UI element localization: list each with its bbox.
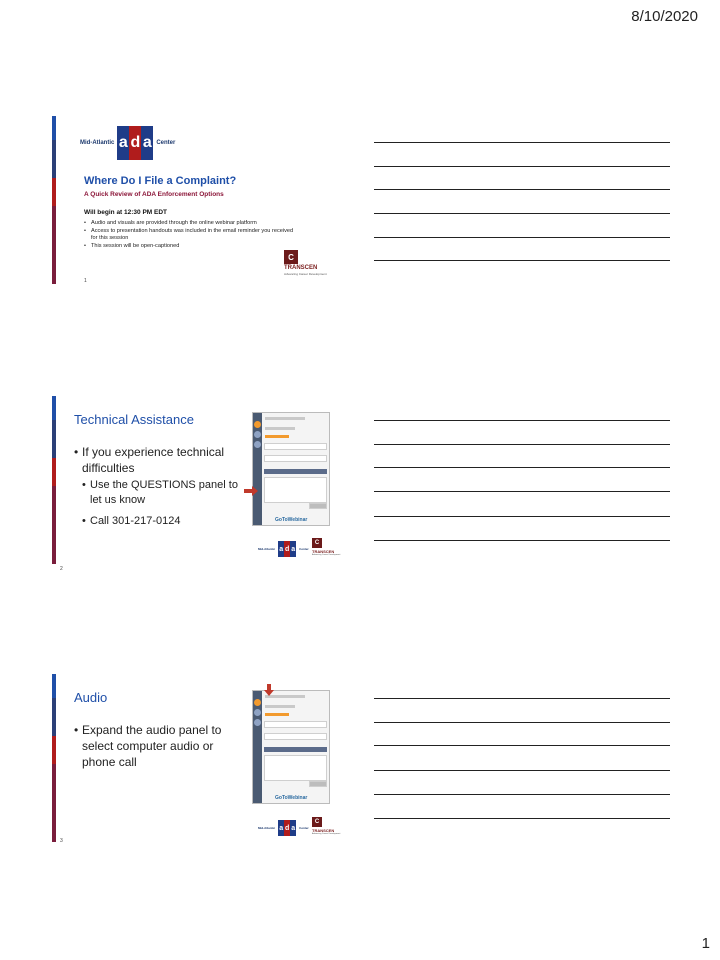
note-line	[374, 260, 670, 261]
slide-2-bullets	[74, 444, 232, 476]
slide-1-bullets	[84, 220, 296, 250]
transcen-mark: C	[312, 538, 322, 548]
logo-letter-a: a	[290, 820, 296, 836]
panel-row	[265, 435, 289, 438]
panel-row	[265, 705, 295, 708]
list-item: • If you experience technical difficulties	[74, 445, 225, 475]
panel-questions-header	[264, 747, 327, 752]
note-line	[374, 491, 670, 492]
transcen-tagline: Advancing Career Development	[284, 272, 327, 276]
list-item: • Expand the audio panel to select computer audio or phone call	[74, 723, 222, 769]
slide-number: 2	[60, 566, 63, 572]
note-line	[374, 722, 670, 723]
page-date: 8/10/2020	[631, 8, 698, 25]
note-line	[374, 142, 670, 143]
arrow-down-icon	[264, 684, 274, 696]
transcen-tagline: Advancing Career Development	[312, 833, 341, 835]
slide-1-heading: Will begin at 12:30 PM EDT	[84, 209, 168, 216]
panel-sidebar	[253, 413, 262, 525]
ada-center-logo	[80, 126, 175, 160]
webinar-panel-screenshot	[252, 412, 330, 526]
arrow-right-icon	[244, 486, 258, 496]
transcen-name: TRANSCEN	[312, 549, 335, 554]
note-line	[374, 420, 670, 421]
panel-dot	[254, 431, 261, 438]
page-number: 1	[701, 935, 710, 952]
transcen-name: TRANSCEN	[312, 828, 335, 833]
transcen-tagline: Advancing Career Development	[312, 554, 341, 556]
logo-letter-a: a	[117, 126, 129, 160]
panel-brand: GoToWebinar	[275, 517, 308, 523]
transcen-mark: C	[284, 250, 298, 264]
slide-color-bar	[52, 396, 56, 564]
list-item: • Use the QUESTIONS panel to let us know	[82, 479, 238, 506]
logo-right-text: Center	[299, 826, 309, 830]
panel-brand: GoToWebinar	[275, 795, 308, 801]
notes-lines-3	[374, 674, 670, 824]
panel-field	[264, 443, 327, 450]
panel-questions-box	[264, 477, 327, 503]
logo-letter-a: a	[141, 126, 153, 160]
slide-3	[52, 674, 340, 842]
slide-3-bullets	[74, 722, 240, 770]
note-line	[374, 745, 670, 746]
note-line	[374, 770, 670, 771]
slide-1-subtitle: A Quick Review of ADA Enforcement Options	[84, 191, 224, 198]
list-item: • Access to presentation handouts was included in the email reminder you received for this session	[84, 227, 294, 241]
notes-lines-2	[374, 396, 670, 546]
panel-dot	[254, 719, 261, 726]
logo-letter-a: a	[278, 541, 284, 557]
logo-right-text: Center	[299, 547, 309, 551]
logo-letter-d: d	[284, 541, 290, 557]
slide-2-subbullets	[82, 478, 238, 529]
slide-number: 1	[84, 278, 87, 284]
panel-row	[265, 417, 305, 420]
note-line	[374, 794, 670, 795]
logo-right-text: Center	[156, 140, 176, 146]
logo-letter-d: d	[129, 126, 141, 160]
ada-center-logo-small	[258, 541, 309, 557]
logo-left-text: Mid-Atlantic	[258, 547, 276, 551]
slide-color-bar	[52, 674, 56, 842]
transcen-mark: C	[312, 817, 322, 827]
note-line	[374, 540, 670, 541]
panel-field	[264, 455, 327, 462]
logo-letter-a: a	[290, 541, 296, 557]
ada-center-logo-small	[258, 820, 309, 836]
note-line	[374, 818, 670, 819]
panel-field	[264, 721, 327, 728]
panel-send-button	[309, 503, 327, 509]
note-line	[374, 166, 670, 167]
panel-dot	[254, 709, 261, 716]
list-item: • This session will be open-captioned	[84, 242, 180, 249]
logo-letter-a: a	[278, 820, 284, 836]
slide-1-title: Where Do I File a Complaint?	[84, 175, 237, 187]
list-item: • Call 301-217-0124	[82, 515, 181, 527]
panel-sidebar	[253, 691, 262, 803]
slide-2-title: Technical Assistance	[74, 412, 194, 427]
panel-row	[265, 427, 295, 430]
panel-row	[265, 713, 289, 716]
panel-dot	[254, 699, 261, 706]
slide-2	[52, 396, 341, 572]
note-line	[374, 213, 670, 214]
note-line	[374, 516, 670, 517]
panel-questions-box	[264, 755, 327, 781]
note-line	[374, 189, 670, 190]
panel-dot	[254, 421, 261, 428]
note-line	[374, 444, 670, 445]
note-line	[374, 698, 670, 699]
panel-send-button	[309, 781, 327, 787]
list-item: • Audio and visuals are provided through the online webinar platform	[84, 220, 257, 226]
slide-number: 3	[60, 838, 63, 844]
notes-lines-1	[374, 116, 670, 266]
slide-1	[52, 116, 340, 284]
slide-3-title: Audio	[74, 690, 108, 705]
panel-dot	[254, 441, 261, 448]
slide-color-bar	[52, 116, 56, 284]
logo-left-text: Mid-Atlantic	[80, 140, 115, 146]
panel-questions-header	[264, 469, 327, 474]
note-line	[374, 467, 670, 468]
transcen-name: TRANSCEN	[284, 265, 318, 271]
logo-letter-d: d	[284, 820, 290, 836]
logo-left-text: Mid-Atlantic	[258, 826, 276, 830]
note-line	[374, 237, 670, 238]
panel-field	[264, 733, 327, 740]
webinar-panel-screenshot	[252, 690, 330, 804]
